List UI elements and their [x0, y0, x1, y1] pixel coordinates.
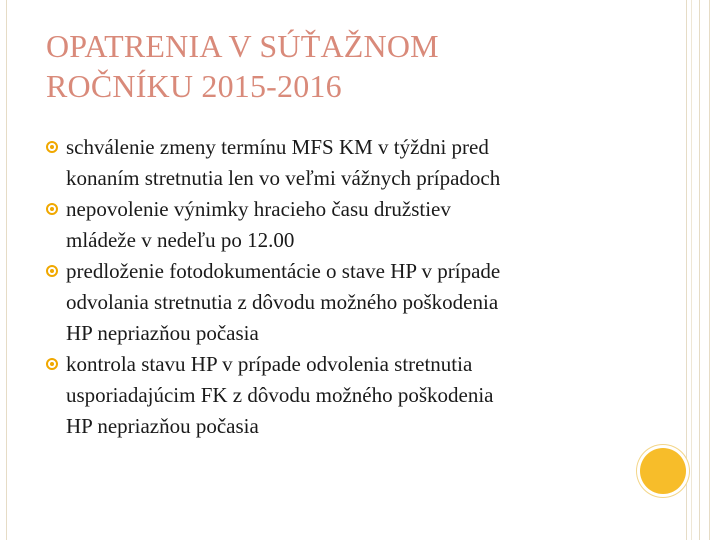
bullet-text-line: mládeže v nedeľu po 12.00	[66, 228, 295, 252]
bullet-text-line: usporiadajúcim FK z dôvodu možného poškodenia	[66, 383, 494, 407]
bullet-text-line: nepovolenie výnimky hracieho času družstiev	[66, 197, 451, 221]
bullet-circle-icon	[46, 203, 58, 215]
bullet-text-line: konaním stretnutia len vo veľmi vážnych prípadoch	[66, 166, 501, 190]
bullet-text-line: HP nepriazňou počasia	[66, 414, 259, 438]
slide-title	[46, 26, 646, 106]
bullet-item-2	[46, 194, 666, 256]
bullet-text-line: HP nepriazňou počasia	[66, 321, 259, 345]
right-decorative-rail-inner	[691, 0, 695, 540]
slide-title-line-2: ROČNÍKU 2015-2016	[46, 68, 342, 104]
bullet-item-4	[46, 349, 666, 442]
bullet-list	[46, 132, 666, 442]
bullet-circle-icon	[46, 265, 58, 277]
bullet-circle-icon	[46, 141, 58, 153]
bullet-item-3	[46, 256, 666, 349]
bullet-item-1	[46, 132, 666, 194]
bullet-text-line: predloženie fotodokumentácie o stave HP v prípade	[66, 259, 501, 283]
bullet-text-line: kontrola stavu HP v prípade odvolenia stretnutia	[66, 352, 473, 376]
slide-title-line-1: OPATRENIA V SÚŤAŽNOM	[46, 28, 439, 64]
bullet-circle-icon	[46, 358, 58, 370]
bullet-text-line: schválenie zmeny termínu MFS KM v týždni pred	[66, 135, 489, 159]
decorative-circle-icon	[640, 448, 686, 494]
bullet-text-line: odvolania stretnutia z dôvodu možného poškodenia	[66, 290, 499, 314]
